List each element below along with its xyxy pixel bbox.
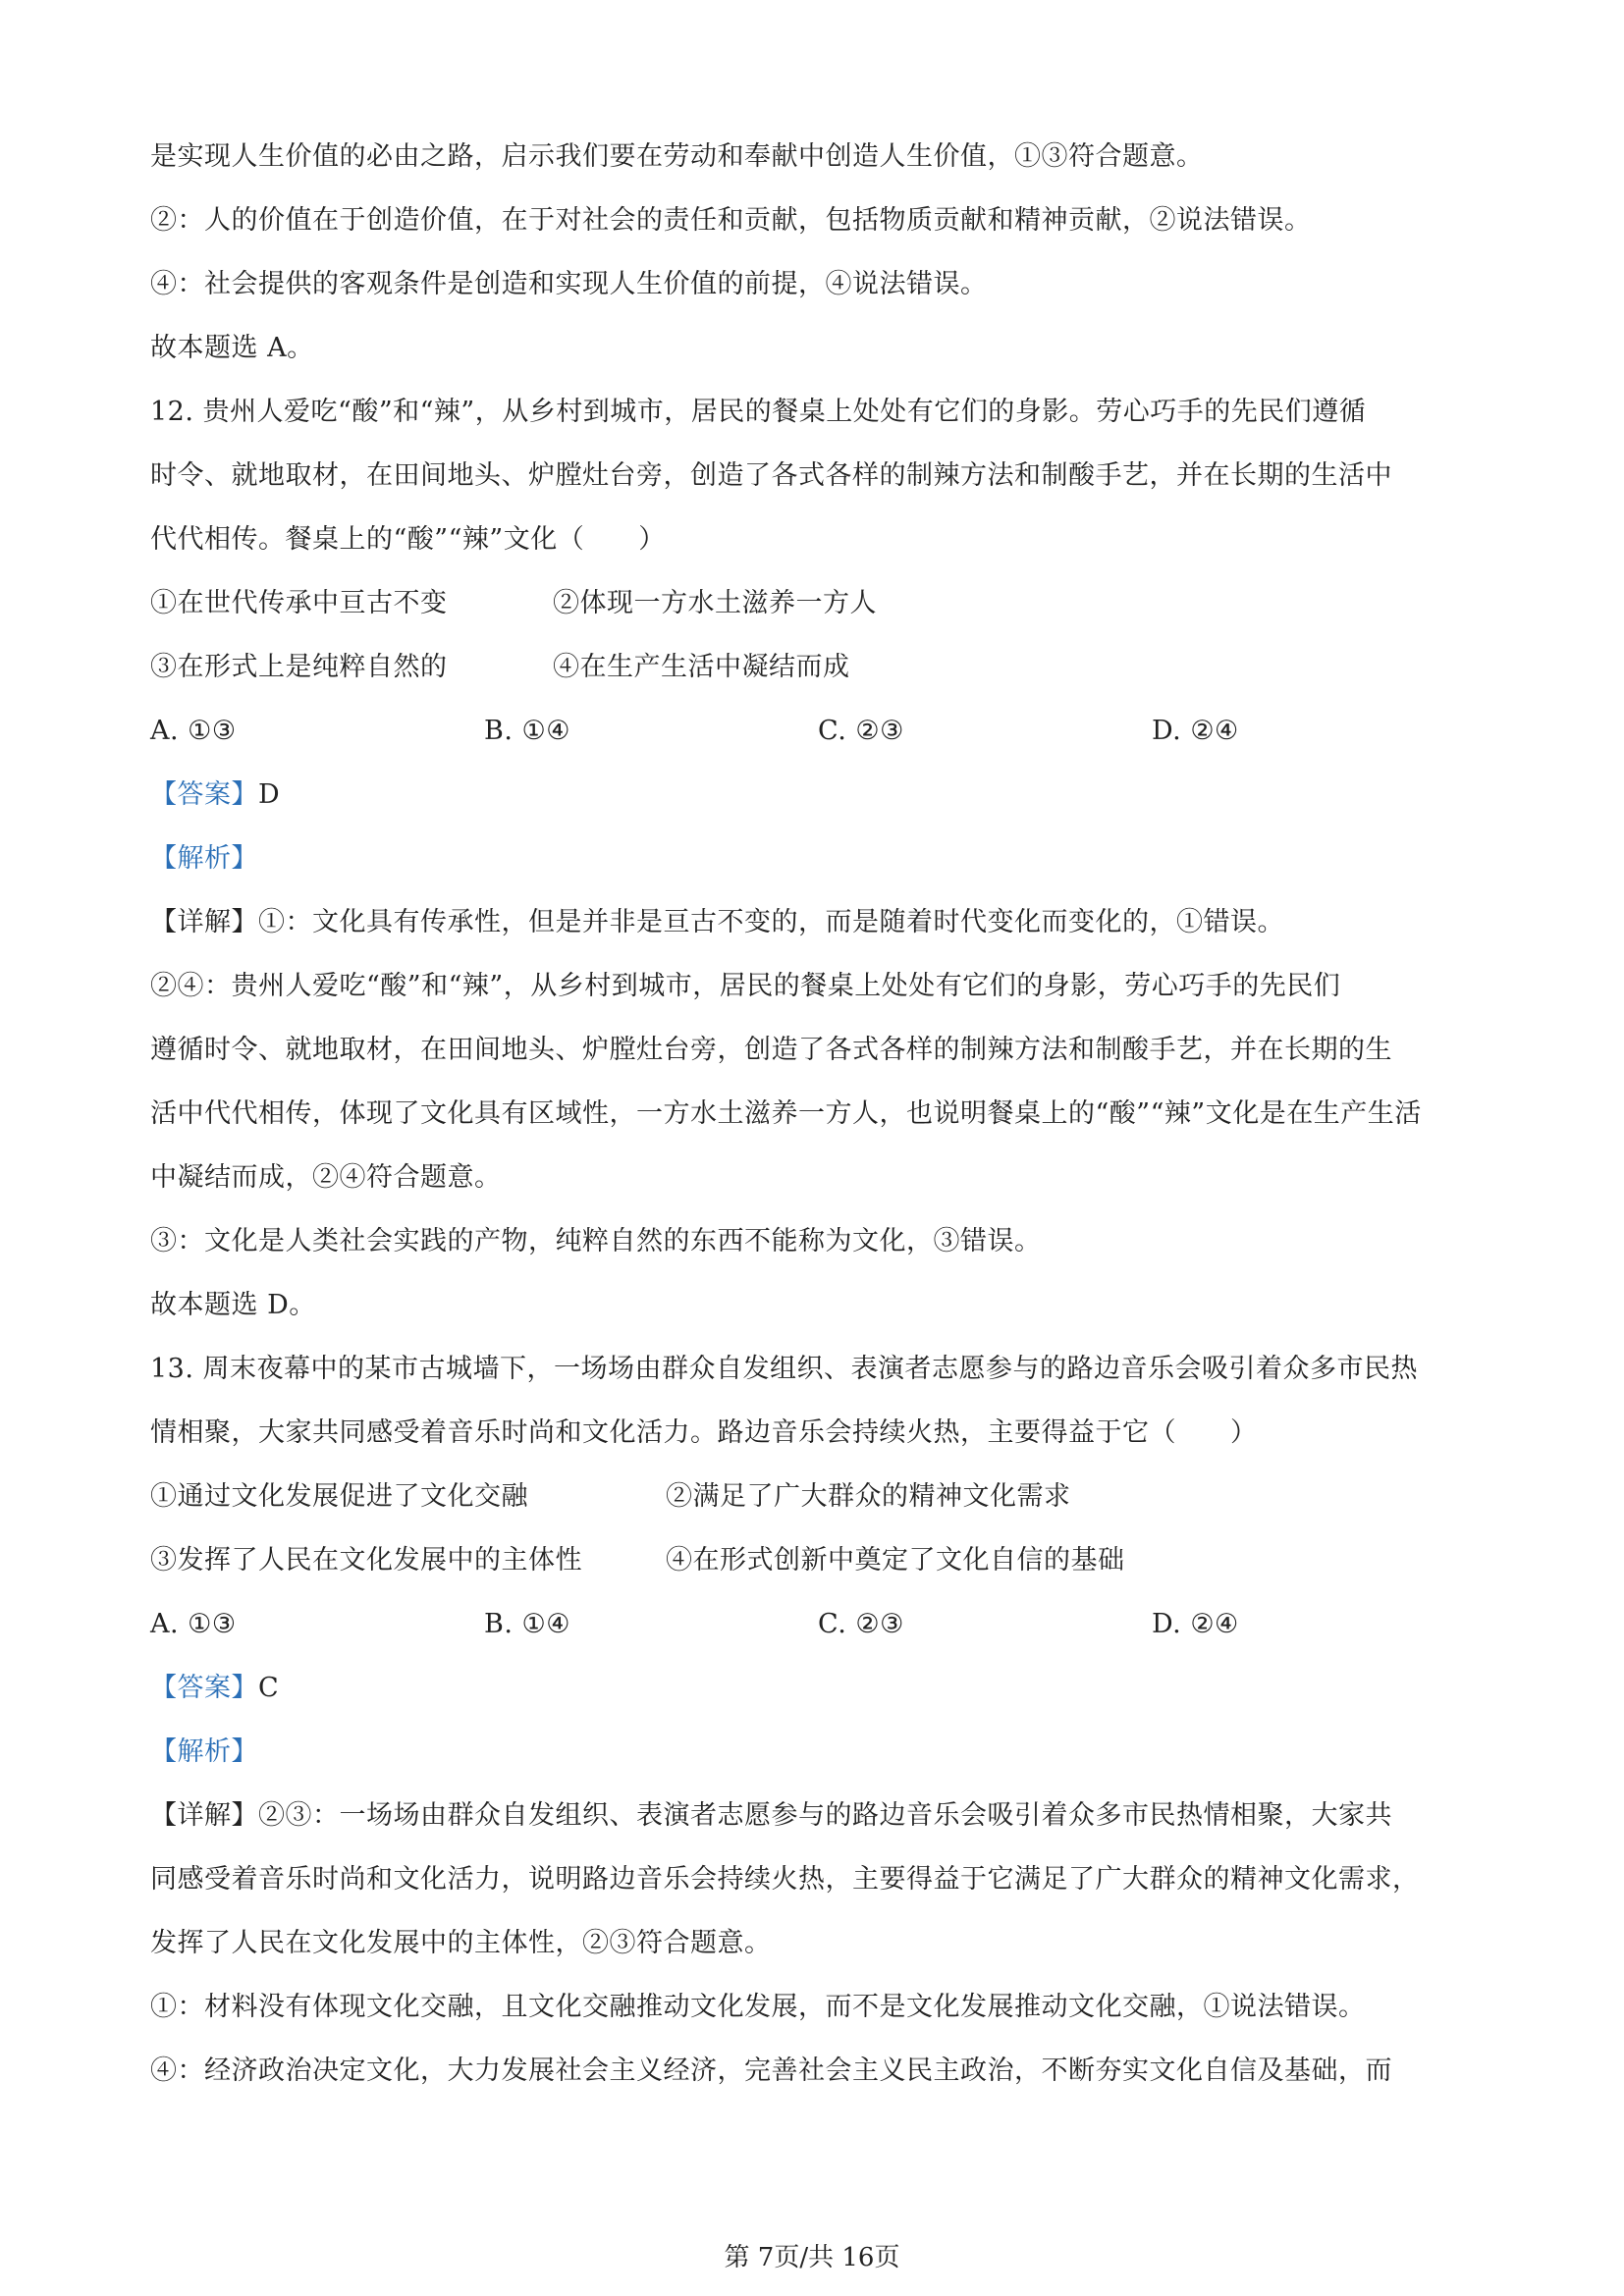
option-2: ②满足了广大群众的精神文化需求 — [666, 1481, 1071, 1512]
analysis-tag: 【解析】 — [150, 843, 258, 874]
choice-d: D. ②④ — [1152, 716, 1239, 746]
detail-tag: 【详解】 — [150, 907, 258, 937]
detail-line: 发挥了人民在文化发展中的主体性，②③符合题意。 — [150, 1928, 772, 1958]
detail-line: 遵循时令、就地取材，在田间地头、炉膛灶台旁，创造了各式各样的制辣方法和制酸手艺，并在长期的生 — [150, 1035, 1392, 1065]
detail-line: 同感受着音乐时尚和文化活力，说明路边音乐会持续火热，主要得益于它满足了广大群众的精神文化需求， — [150, 1864, 1420, 1895]
question-12-stem: 代代相传。餐桌上的“酸”“辣”文化（ ） — [150, 524, 666, 555]
answer-value: C — [258, 1673, 280, 1703]
choice-d: D. ②④ — [1152, 1609, 1239, 1639]
page-content — [150, 137, 1486, 2115]
question-13-stem: 13. 周末夜幕中的某市古城墙下，一场场由群众自发组织、表演者志愿参与的路边音乐会吸引着众多市民热 — [150, 1354, 1419, 1384]
detail-line — [150, 903, 1486, 967]
detail-line: ②④：贵州人爱吃“酸”和“辣”，从乡村到城市，居民的餐桌上处处有它们的身影，劳心巧手的先民们 — [150, 971, 1341, 1001]
option-3: ③在形式上是纯粹自然的 — [150, 652, 448, 682]
question-13-stem: 情相聚，大家共同感受着音乐时尚和文化活力。路边音乐会持续火热，主要得益于它（ ） — [150, 1417, 1258, 1448]
detail-line: 活中代代相传，体现了文化具有区域性，一方水土滋养一方人，也说明餐桌上的“酸”“辣”文化是在生产生活 — [150, 1098, 1422, 1129]
answer-line — [150, 1669, 1486, 1733]
text-line: 是实现人生价值的必由之路，启示我们要在劳动和奉献中创造人生价值，①③符合题意。 — [150, 141, 1204, 172]
page-footer: 第 7页/共 16页 — [724, 2243, 900, 2272]
question-12-options-row — [150, 648, 1486, 712]
detail-line: ①：材料没有体现文化交融，且文化交融推动文化发展，而不是文化发展推动文化交融，①说法错误。 — [150, 1992, 1366, 2022]
answer-value: D — [258, 779, 281, 810]
question-12-options-row — [150, 584, 1486, 648]
option-1: ①在世代传承中亘古不变 — [150, 588, 448, 618]
answer-tag: 【答案】 — [150, 779, 258, 810]
detail-line: ③：文化是人类社会实践的产物，纯粹自然的东西不能称为文化，③错误。 — [150, 1226, 1042, 1256]
detail-text: ①：文化具有传承性，但是并非是亘古不变的，而是随着时代变化而变化的，①错误。 — [258, 907, 1284, 937]
option-4: ④在形式创新中奠定了文化自信的基础 — [666, 1545, 1125, 1575]
option-3: ③发挥了人民在文化发展中的主体性 — [150, 1545, 582, 1575]
question-13-options-row — [150, 1477, 1486, 1541]
detail-tag: 【详解】 — [150, 1800, 258, 1831]
detail-line: ④：经济政治决定文化，大力发展社会主义经济，完善社会主义民主政治，不断夯实文化自信及基础，而 — [150, 2056, 1392, 2086]
question-12-stem: 时令、就地取材，在田间地头、炉膛灶台旁，创造了各式各样的制辣方法和制酸手艺，并在长期的生活中 — [150, 460, 1392, 491]
question-12-stem: 12. 贵州人爱吃“酸”和“辣”，从乡村到城市，居民的餐桌上处处有它们的身影。劳心巧手的先民们遵循 — [150, 397, 1367, 427]
analysis-line — [150, 1733, 1486, 1796]
detail-line — [150, 1796, 1486, 1860]
choice-c: C. ②③ — [818, 1609, 904, 1639]
detail-line: 中凝结而成，②④符合题意。 — [150, 1162, 502, 1193]
analysis-tag: 【解析】 — [150, 1736, 258, 1767]
choice-b: B. ①④ — [484, 716, 570, 746]
choice-a: A. ①③ — [150, 716, 237, 746]
option-1: ①通过文化发展促进了文化交融 — [150, 1481, 528, 1512]
conclusion-line: 故本题选 D。 — [150, 1290, 316, 1320]
question-12-choices — [150, 712, 1486, 775]
text-line: ②：人的价值在于创造价值，在于对社会的责任和贡献，包括物质贡献和精神贡献，②说法错误。 — [150, 205, 1312, 236]
option-4: ④在生产生活中凝结而成 — [553, 652, 850, 682]
option-2: ②体现一方水土滋养一方人 — [553, 588, 877, 618]
question-13-options-row — [150, 1541, 1486, 1605]
answer-tag: 【答案】 — [150, 1673, 258, 1703]
analysis-line — [150, 839, 1486, 903]
detail-text: ②③：一场场由群众自发组织、表演者志愿参与的路边音乐会吸引着众多市民热情相聚，大家共 — [258, 1800, 1392, 1831]
answer-line — [150, 775, 1486, 839]
choice-a: A. ①③ — [150, 1609, 237, 1639]
choice-c: C. ②③ — [818, 716, 904, 746]
text-line: ④：社会提供的客观条件是创造和实现人生价值的前提，④说法错误。 — [150, 269, 988, 299]
conclusion-line: 故本题选 A。 — [150, 333, 314, 363]
choice-b: B. ①④ — [484, 1609, 570, 1639]
question-13-choices — [150, 1605, 1486, 1669]
